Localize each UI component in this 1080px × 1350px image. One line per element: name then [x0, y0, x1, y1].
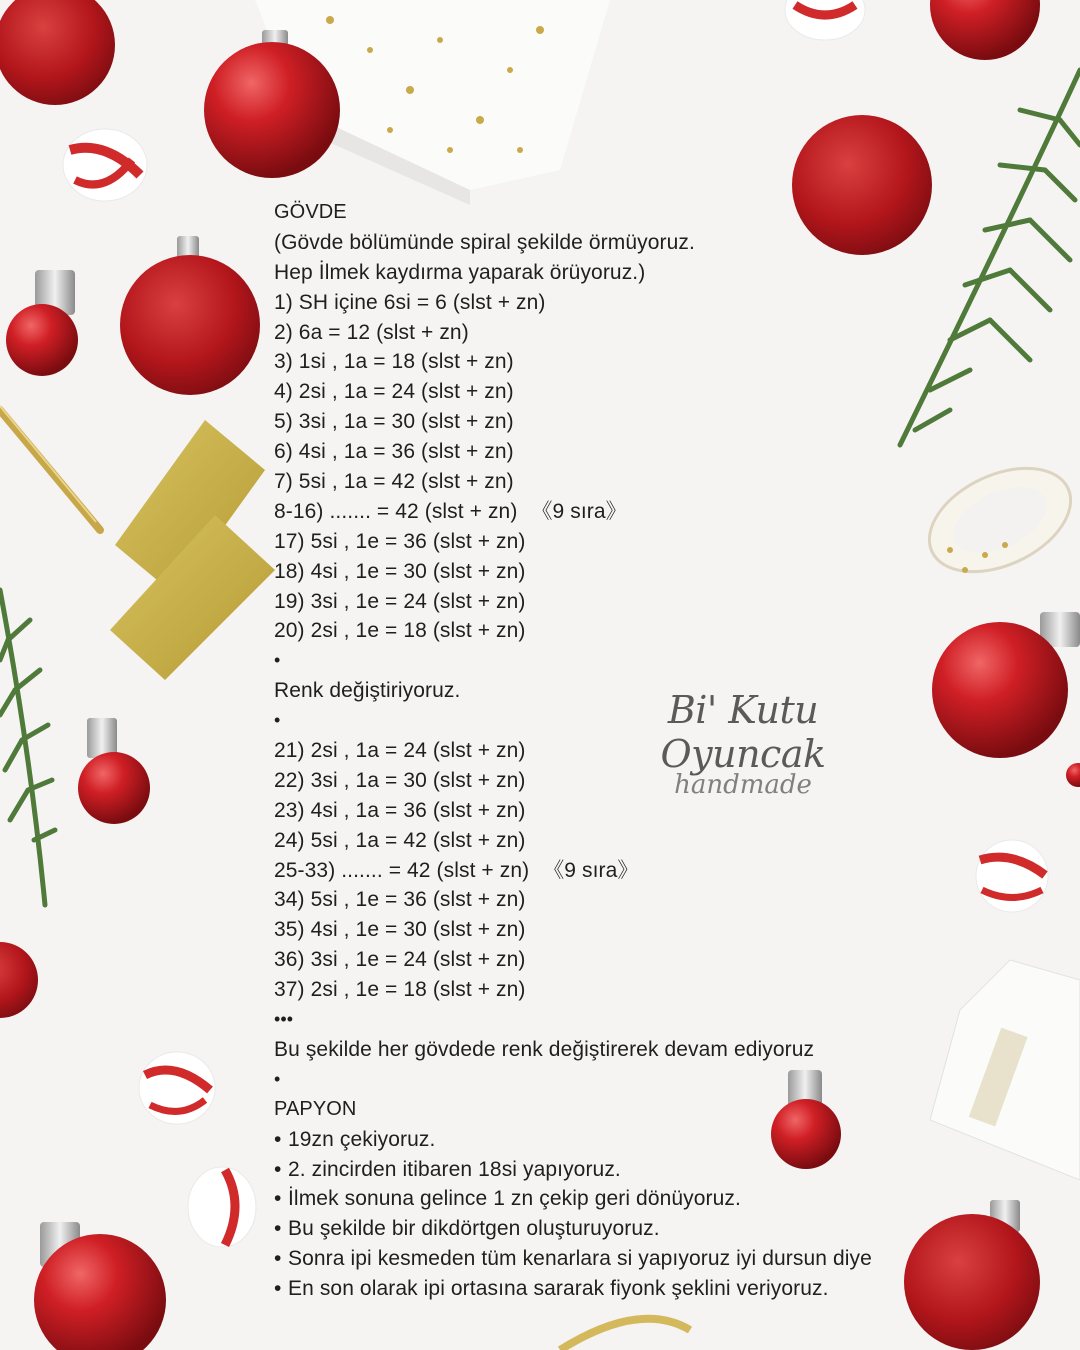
pattern-row: 3) 1si , 1a = 18 (slst + zn) — [274, 350, 514, 374]
pattern-row: 23) 4si , 1a = 36 (slst + zn) — [274, 798, 526, 822]
pattern-row: 4) 2si , 1a = 24 (slst + zn) — [274, 380, 514, 404]
pattern-row: 22) 3si , 1a = 30 (slst + zn) — [274, 768, 526, 792]
pattern-row: 19) 3si , 1e = 24 (slst + zn) — [274, 589, 526, 613]
pattern-row: 20) 2si , 1e = 18 (slst + zn) — [274, 619, 526, 643]
peppermint-candy-icon — [976, 840, 1048, 912]
papyon-step: • En son olarak ipi ortasına sararak fiyonk şeklini veriyoruz. — [274, 1274, 914, 1304]
papyon-step: • 19zn çekiyoruz. — [274, 1125, 914, 1155]
pattern-row: 7) 5si , 1a = 42 (slst + zn) — [274, 470, 514, 494]
pattern-row — [274, 856, 914, 886]
brand-watermark — [608, 688, 878, 800]
pattern-row: 36) 3si , 1e = 24 (slst + zn) — [274, 948, 526, 972]
section-title-papyon: PAPYON — [274, 1097, 357, 1120]
pattern-row: 6) 4si , 1a = 36 (slst + zn) — [274, 440, 514, 464]
pattern-row: 1) SH içine 6si = 6 (slst + zn) — [274, 290, 546, 314]
papyon-step: • İlmek sonuna gelince 1 zn çekip geri dönüyoruz. — [274, 1184, 914, 1214]
separator-dot: • — [274, 1068, 281, 1089]
peppermint-candy-icon — [139, 1052, 215, 1124]
pattern-row: 34) 5si , 1e = 36 (slst + zn) — [274, 888, 526, 912]
section-title-govde: GÖVDE — [274, 201, 347, 223]
pattern-row: 18) 4si , 1e = 30 (slst + zn) — [274, 559, 526, 583]
pattern-row — [274, 497, 914, 527]
separator-dot: • — [274, 710, 281, 731]
pattern-row: 35) 4si , 1e = 30 (slst + zn) — [274, 918, 526, 942]
pattern-row: 2) 6a = 12 (slst + zn) — [274, 320, 469, 344]
pattern-note: Hep İlmek kaydırma yaparak örüyoruz.) — [274, 260, 646, 284]
papyon-step: • Sonra ipi kesmeden tüm kenarlara si yapıyoruz iyi dursun diye — [274, 1244, 914, 1274]
pattern-row: 17) 5si , 1e = 36 (slst + zn) — [274, 529, 526, 553]
brand-name: Bi' Kutu Oyuncak — [660, 688, 826, 776]
peppermint-candy-icon — [63, 129, 147, 201]
pattern-row: 21) 2si , 1a = 24 (slst + zn) — [274, 739, 526, 763]
pattern-row-text: 25-33) ....... = 42 (slst + zn) — [274, 858, 530, 882]
pattern-row: 5) 3si , 1a = 30 (slst + zn) — [274, 410, 514, 434]
separator-dots: ••• — [274, 1009, 294, 1030]
papyon-step: • Bu şekilde bir dikdörtgen oluşturuyoruz. — [274, 1214, 914, 1244]
pattern-row-text: 8-16) ....... = 42 (slst + zn) — [274, 499, 518, 523]
color-change-note: Renk değiştiriyoruz. — [274, 679, 461, 703]
papyon-step: • 2. zincirden itibaren 18si yapıyoruz. — [274, 1155, 914, 1185]
pattern-row: 37) 2si , 1e = 18 (slst + zn) — [274, 978, 526, 1002]
pattern-row: 24) 5si , 1a = 42 (slst + zn) — [274, 828, 526, 852]
pattern-note: (Gövde bölümünde spiral şekilde örmüyoruz. — [274, 230, 695, 254]
continue-note: Bu şekilde her gövdede renk değiştirerek devam ediyoruz — [274, 1037, 815, 1061]
row-count-tag: 《9 sıra》 — [543, 858, 639, 882]
row-count-tag: 《9 sıra》 — [531, 499, 627, 523]
brand-subtitle: handmade — [674, 770, 812, 800]
separator-dot: • — [274, 650, 281, 671]
peppermint-candy-icon — [188, 1167, 256, 1247]
